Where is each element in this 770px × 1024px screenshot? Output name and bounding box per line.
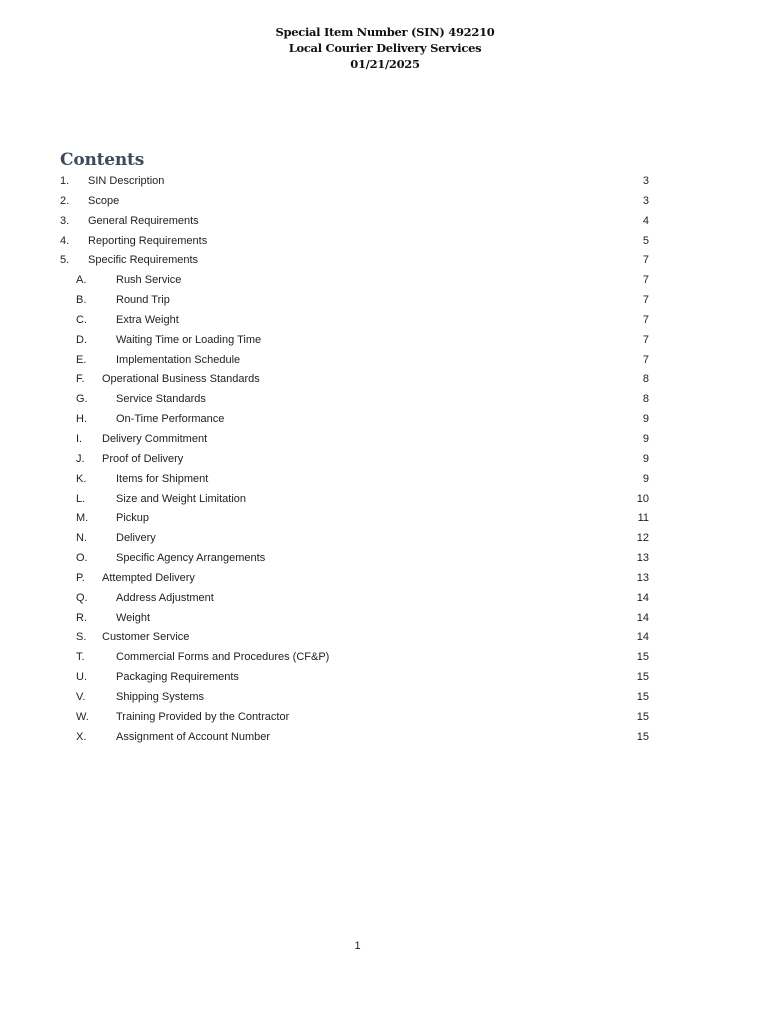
toc-entry-page: 7: [642, 274, 649, 287]
toc-entry-page: 14: [636, 631, 649, 644]
toc-entry-number: J.: [76, 452, 85, 465]
toc-entry-label[interactable]: Delivery: [116, 532, 156, 545]
toc-entry-page: 9: [642, 452, 649, 465]
toc-entry-number: M.: [76, 512, 89, 525]
toc-entry-page: 9: [642, 432, 649, 445]
toc-entry-number: K.: [76, 472, 87, 485]
toc-entry-page: 8: [642, 373, 649, 386]
toc-entry[interactable]: [60, 251, 652, 271]
toc-entry[interactable]: [60, 688, 652, 708]
toc-entry[interactable]: [60, 390, 652, 410]
toc-entry-number: 4.: [60, 234, 70, 247]
toc-entry-page: 12: [636, 532, 649, 545]
toc-entry-number: B.: [76, 294, 87, 307]
header-sin-title: Special Item Number (SIN) 492210: [275, 25, 495, 39]
toc-entry[interactable]: [60, 470, 652, 490]
toc-entry-page: 8: [642, 393, 649, 406]
toc-entry-page: 15: [636, 710, 649, 723]
toc-entry[interactable]: [60, 331, 652, 351]
toc-entry-label[interactable]: Waiting Time or Loading Time: [116, 333, 262, 346]
toc-entry-number: L.: [76, 492, 86, 505]
toc-entry-page: 3: [642, 194, 649, 207]
toc-entry-label[interactable]: Delivery Commitment: [102, 432, 208, 445]
toc-entry[interactable]: [60, 172, 652, 192]
toc-entry-number: A.: [76, 274, 87, 287]
toc-entry-label[interactable]: Specific Agency Arrangements: [116, 552, 266, 565]
toc-entry-number: N.: [76, 532, 87, 545]
toc-entry-label[interactable]: Packaging Requirements: [116, 671, 239, 684]
toc-entry-page: 13: [636, 552, 649, 565]
document-header: [0, 24, 770, 72]
toc-entry-page: 3: [642, 175, 649, 187]
toc-entry[interactable]: [60, 648, 652, 668]
toc-entry[interactable]: [60, 192, 652, 212]
toc-entry[interactable]: [60, 232, 652, 252]
toc-entry-number: I.: [76, 432, 83, 445]
header-date: 01/21/2025: [350, 57, 420, 71]
toc-entry-label[interactable]: Implementation Schedule: [116, 353, 241, 366]
header-service-name: Local Courier Delivery Services: [288, 41, 482, 55]
toc-entry-label[interactable]: Reporting Requirements: [88, 234, 208, 247]
toc-entry-page: 15: [636, 671, 649, 684]
toc-entry-page: 15: [636, 730, 649, 743]
toc-entry-number: C.: [76, 313, 87, 326]
toc-entry-page: 9: [642, 472, 649, 485]
toc-entry[interactable]: [60, 668, 652, 688]
toc-entry-page: 7: [642, 333, 649, 346]
toc-entry[interactable]: [60, 430, 652, 450]
toc-entry-number: V.: [76, 690, 86, 703]
toc-entry-label[interactable]: Attempted Delivery: [102, 571, 195, 584]
toc-entry[interactable]: [60, 589, 652, 609]
toc-entry-number: S.: [76, 631, 87, 644]
toc-entry[interactable]: [60, 609, 652, 629]
toc-entry-page: 7: [642, 254, 649, 267]
toc-entry-number: 2.: [60, 194, 70, 207]
toc-entry-page: 14: [636, 611, 649, 624]
toc-entry-label[interactable]: Service Standards: [116, 393, 206, 406]
toc-entry-page: 7: [642, 313, 649, 326]
toc-entry-number: W.: [76, 710, 89, 723]
toc-entry[interactable]: [60, 351, 652, 371]
toc-entry[interactable]: [60, 628, 652, 648]
toc-entry-page: 4: [642, 214, 649, 227]
toc-entry-label[interactable]: Commercial Forms and Procedures (CF&P): [116, 651, 330, 664]
toc-entry-label[interactable]: Rush Service: [116, 274, 182, 287]
toc-entry-number: Q.: [76, 591, 88, 604]
toc-entry-page: 13: [636, 571, 649, 584]
toc-entry[interactable]: [60, 271, 652, 291]
toc-entry-page: 7: [642, 353, 649, 366]
toc-entry-label[interactable]: Proof of Delivery: [102, 452, 184, 465]
toc-entry-number: D.: [76, 333, 87, 346]
toc-entry-label[interactable]: Assignment of Account Number: [116, 730, 271, 743]
toc-entry-label[interactable]: Operational Business Standards: [102, 373, 260, 386]
toc-entry[interactable]: [60, 291, 652, 311]
toc-entry-label[interactable]: Training Provided by the Contractor: [116, 710, 290, 723]
toc-entry-number: R.: [76, 611, 87, 624]
toc-entry-label[interactable]: General Requirements: [88, 214, 199, 227]
toc-entry-number: X.: [76, 730, 87, 743]
toc-entry[interactable]: [60, 549, 652, 569]
toc-entry[interactable]: [60, 569, 652, 589]
toc-entry-number: O.: [76, 552, 88, 565]
toc-entry-label[interactable]: Items for Shipment: [116, 472, 209, 485]
toc-entry[interactable]: [60, 212, 652, 232]
toc-entry-page: 5: [642, 234, 649, 247]
toc-entry-number: E.: [76, 353, 87, 366]
toc-entry-page: 15: [636, 690, 649, 703]
toc-entry[interactable]: [60, 490, 652, 510]
toc-entry[interactable]: [60, 311, 652, 331]
toc-entry-number: G.: [76, 393, 88, 406]
toc-entry-page: 7: [642, 294, 649, 307]
toc-entry-page: 15: [636, 651, 649, 664]
table-of-contents: [60, 172, 652, 747]
toc-entry-label[interactable]: Shipping Systems: [116, 690, 205, 703]
toc-entry[interactable]: [60, 370, 652, 390]
toc-entry-label[interactable]: Scope: [88, 194, 120, 207]
toc-entry-page: 10: [636, 492, 649, 505]
toc-entry-page: 9: [642, 413, 649, 426]
toc-entry-page: 11: [637, 512, 649, 525]
toc-entry-number: F.: [76, 373, 85, 386]
toc-entry-label[interactable]: On-Time Performance: [116, 413, 225, 426]
toc-entry-label[interactable]: Address Adjustment: [116, 591, 214, 604]
toc-entry-label[interactable]: Weight: [116, 611, 151, 624]
toc-entry-number: P.: [76, 571, 85, 584]
contents-heading: Contents: [60, 150, 145, 170]
toc-entry-number: 1.: [60, 175, 70, 187]
toc-entry[interactable]: [60, 450, 652, 470]
toc-entry[interactable]: [60, 728, 652, 748]
toc-entry-page: 14: [636, 591, 649, 604]
toc-entry-label[interactable]: SIN Description: [88, 175, 165, 187]
toc-entry-label[interactable]: Extra Weight: [116, 313, 179, 326]
toc-entry-number: 3.: [60, 214, 70, 227]
page-number: 1: [354, 940, 361, 952]
toc-entry-label[interactable]: Size and Weight Limitation: [116, 492, 247, 505]
toc-entry-label[interactable]: Specific Requirements: [88, 254, 199, 267]
toc-entry[interactable]: [60, 509, 652, 529]
toc-entry[interactable]: [60, 410, 652, 430]
toc-entry-number: U.: [76, 671, 87, 684]
toc-entry-label[interactable]: Pickup: [116, 512, 150, 525]
toc-entry-number: H.: [76, 413, 87, 426]
toc-entry-label[interactable]: Customer Service: [102, 631, 190, 644]
toc-entry[interactable]: [60, 529, 652, 549]
toc-entry-number: T.: [76, 651, 85, 664]
toc-entry[interactable]: [60, 708, 652, 728]
toc-entry-label[interactable]: Round Trip: [116, 294, 170, 307]
toc-entry-number: 5.: [60, 254, 70, 267]
